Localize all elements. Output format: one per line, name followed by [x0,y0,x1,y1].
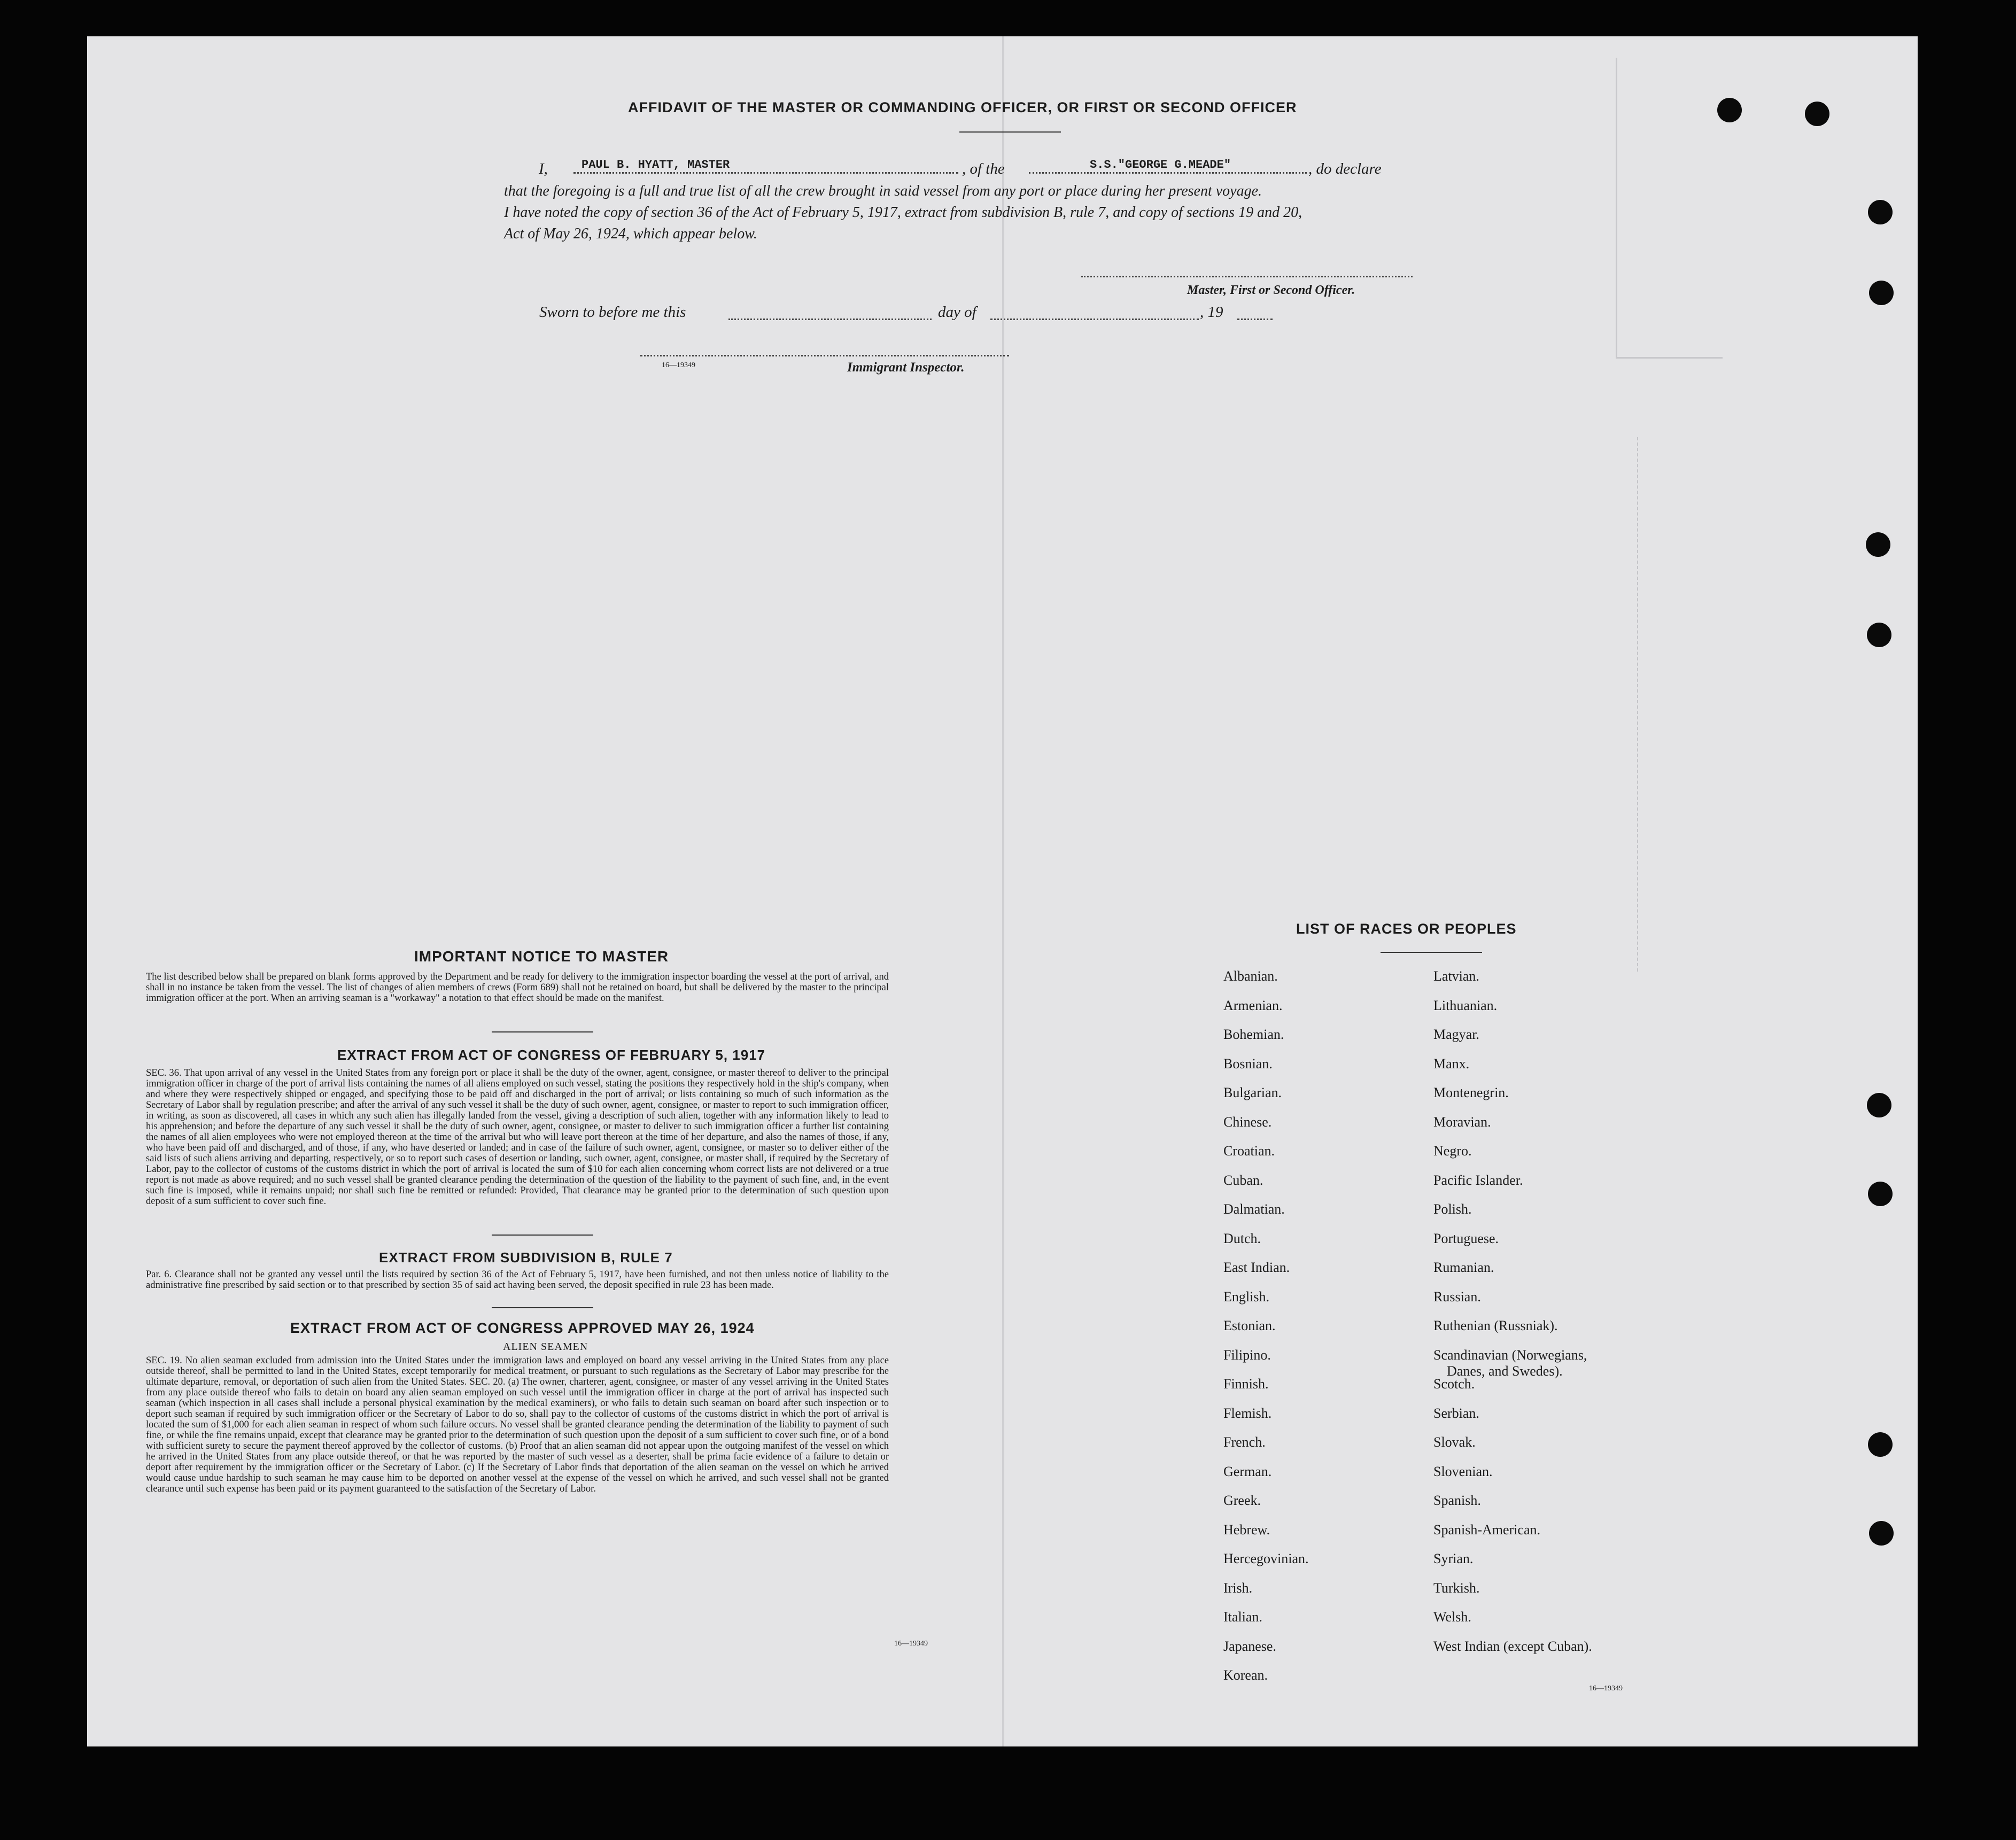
notice-title: IMPORTANT NOTICE TO MASTER [414,948,669,965]
master-name: PAUL B. HYATT, MASTER [581,158,730,172]
race-item: Serbian. [1433,1405,1479,1421]
punch-hole [1868,1182,1893,1206]
race-item: Slovak. [1433,1434,1476,1450]
vessel-name: S.S."GEORGE G.MEADE" [1090,158,1231,172]
race-item: Cuban. [1223,1172,1263,1188]
bleed-through-line [1616,357,1723,359]
race-item: Rumanian. [1433,1260,1494,1275]
year: , 19 [1200,304,1223,321]
master-signature-label: Master, First or Second Officer. [1187,283,1355,297]
year-line [1237,319,1273,320]
punch-hole [1869,1521,1894,1546]
punch-hole [1869,281,1894,305]
race-item: Lithuanian. [1433,997,1498,1013]
race-item: Bulgarian. [1223,1085,1282,1100]
race-item: Greek. [1223,1493,1261,1508]
race-item: Irish. [1223,1580,1253,1596]
punch-hole [1868,1432,1893,1457]
punch-hole [1867,1093,1891,1117]
affidavit-line-4: Act of May 26, 1924, which appear below. [504,226,757,242]
title-rule [959,131,1061,133]
race-item: Magyar. [1433,1027,1479,1042]
race-item: West Indian (except Cuban). [1433,1638,1592,1654]
notice-rule [492,1031,593,1032]
races-title: LIST OF RACES OR PEOPLES [1296,921,1517,937]
race-item: Hercegovinian. [1223,1551,1309,1566]
race-item: Dutch. [1223,1230,1261,1246]
name-line [573,172,958,174]
extract-1917-rule [492,1235,593,1236]
subdivision-text: Par. 6. Clearance shall not be granted any vessel until the lists required by section 36 of the Act of February 5, 1917, have been furnished, and not then unless notice of liability to the administrative fine prescribed by said section or to that prescribed by section 35 of said act having been served, the deposit specified in rule 23 has been made. [146,1269,889,1291]
race-item: Polish. [1433,1201,1472,1217]
day-of: day of [938,304,976,321]
race-item: Japanese. [1223,1638,1276,1654]
sworn-before: Sworn to before me this [539,304,686,321]
race-item: Spanish. [1433,1493,1481,1508]
race-item: Pacific Islander. [1433,1172,1523,1188]
race-item: Filipino. [1223,1347,1271,1363]
race-item: Negro. [1433,1143,1472,1159]
do-declare: , do declare [1308,160,1382,177]
bleed-through-text [1637,437,1852,972]
race-item: Moravian. [1433,1114,1491,1130]
race-item: Hebrew. [1223,1521,1270,1538]
affidavit-line-3: I have noted the copy of section 36 of the Act of February 5, 1917, extract from subdivision B, rule 7, and copy of sections 19 and 20, [504,204,1302,221]
race-item: German. [1223,1463,1272,1479]
race-item: Estonian. [1223,1318,1276,1333]
race-item: Latvian. [1433,968,1479,984]
race-item: Italian. [1223,1609,1262,1625]
race-item: French. [1223,1434,1266,1450]
race-item: English. [1223,1288,1269,1305]
subdivision-title: EXTRACT FROM SUBDIVISION B, RULE 7 [379,1249,673,1266]
punch-hole [1717,98,1742,122]
affidavit-i: I, [539,160,548,177]
extract-1924-subtitle: ALIEN SEAMEN [503,1341,588,1353]
extract-1917-text: SEC. 36. That upon arrival of any vessel in the United States from any foreign port or place it shall be the duty of the owner, agent, consignee, or master thereof to deliver to the principal immigration officer in charge of the port of arrival lists containing the names of all aliens employed on such vessel, stating the positions they respectively hold in the ship's company, when and where they were respectively shipped or engaged, and specifying those to be paid off and discharged in the port of arrival; or lists containing so much of such information as the Secretary of Labor shall by regulation prescribe; and after the arrival of any such vessel it shall be the duty of such owner, agent, consignee, or master to report to such immigration officer, in writing, as soon as discovered, all cases in which any such alien has illegally landed from the vessel, giving a description of such alien, together with any information likely to lead to his apprehension; and before the departure of any such vessel it shall be the duty of such owner, agent, consignee, or master to deliver to such immigration officer a further list containing the names of all alien employees who were not employed thereon at the time of the arrival but who will leave port thereon at the time of her departure, and also the names of those, if any, who have been paid off and discharged, and of those, if any, who have deserted or landed; and in case of the failure of such owner, agent, consignee, or master so to deliver either of the said lists of such aliens arriving and departing, respectively, or so to report such cases of desertion or landing, such owner, agent, consignee, or master shall, if required by the Secretary of Labor, pay to the collector of customs of the customs district in which the port of arrival is located the sum of $10 for each alien concerning whom correct lists are not delivered or a true report is not made as above required; and no such vessel shall be granted clearance pending the determination of the question of the liability to the payment of such fine, and, in the event such fine is imposed, while it remains unpaid; nor shall such fine be remitted or refunded: Provided, That clearance may be granted prior to the determination of such question upon deposit of a sum sufficient to cover such fine. [146,1068,889,1207]
race-item: Chinese. [1223,1114,1272,1130]
race-item: Albanian. [1223,968,1278,984]
race-item: Russian. [1433,1288,1481,1305]
affidavit-line-2: that the foregoing is a full and true list of all the crew brought in said vessel from any port or place during her present voyage. [504,183,1262,199]
race-item: Danes, and Swedes). [1447,1363,1563,1379]
races-form-number: 16—19349 [1589,1684,1623,1693]
punch-hole [1866,532,1890,557]
race-item: Flemish. [1223,1405,1272,1421]
master-signature-line [1081,276,1413,277]
sworn-month-line [990,319,1199,320]
race-item: Turkish. [1433,1580,1480,1596]
race-item: Montenegrin. [1433,1085,1509,1100]
extract-1924-form-number: 16—19349 [894,1640,928,1648]
race-item: Spanish-American. [1433,1521,1541,1538]
affidavit-title: AFFIDAVIT OF THE MASTER OR COMMANDING OFFICER, OR FIRST OR SECOND OFFICER [628,99,1297,115]
sworn-day-line [728,319,932,320]
race-item: Manx. [1433,1055,1470,1072]
extract-1924-title: EXTRACT FROM ACT OF CONGRESS APPROVED MAY 26, 1924 [290,1320,755,1336]
form-number: 16—19349 [662,361,695,369]
inspector-label: Immigrant Inspector. [847,360,965,375]
races-rule [1381,952,1482,953]
race-item: Syrian. [1433,1551,1474,1566]
race-item: Croatian. [1223,1143,1275,1159]
notice-text: The list described below shall be prepared on blank forms approved by the Department and be ready for delivery to the immigration inspector boarding the vessel at the port of arrival, and shall in no instance be taken from the vessel. The list of changes of alien members of crews (Form 689) shall not be retained on board, but shall be delivered by the master to the principal immigration officer at the port. When an arriving seaman is a "workaway" a notation to that effect should be made on the manifest. [146,972,889,1004]
race-item: Ruthenian (Russniak). [1433,1318,1558,1333]
race-item: Armenian. [1223,997,1283,1013]
page-fold [1002,36,1004,1746]
vessel-line [1029,172,1307,174]
race-item: Finnish. [1223,1376,1269,1392]
punch-hole [1867,623,1891,647]
punch-hole [1868,200,1893,224]
extract-1917-title: EXTRACT FROM ACT OF CONGRESS OF FEBRUARY 5, 1917 [337,1047,766,1063]
race-item: Slovenian. [1433,1463,1493,1479]
race-item: Portuguese. [1433,1230,1499,1246]
of-the: , of the [962,160,1005,177]
race-item: Bosnian. [1223,1055,1273,1072]
race-item: Scandinavian (Norwegians, [1433,1347,1587,1363]
punch-hole [1805,102,1829,126]
bleed-through-box [1616,58,1618,357]
race-item: Dalmatian. [1223,1201,1285,1217]
race-item: Welsh. [1433,1609,1471,1625]
race-item: Scotch. [1433,1376,1475,1392]
subdivision-rule [492,1307,593,1308]
race-item: Bohemian. [1223,1027,1284,1042]
race-item: East Indian. [1223,1260,1290,1275]
race-item: Korean. [1223,1667,1268,1683]
inspector-signature-line [640,355,1009,356]
extract-1924-text: SEC. 19. No alien seaman excluded from admission into the United States under the immigration laws and employed on board any vessel arriving in the United States from any place outside thereof, shall be permitted to land in the United States, except temporarily for medical treatment, or pursuant to such regulations as the Secretary of Labor may prescribe for the ultimate departure, removal, or deportation of such alien from the United States. SEC. 20. (a) The owner, charterer, agent, consignee, or master of any vessel arriving in the United States from any place outside thereof who fails to detain on board any alien seaman employed on such vessel until the immigration officer in charge at the port of arrival has inspected such seaman (which inspection in all cases shall include a personal physical examination by the medical examiners), or who fails to detain such seaman on board after such inspection or to deport such seaman if required by such immigration officer or the Secretary of Labor to do so, shall pay to the collector of customs of the customs district in which the port of arrival is located the sum of $1,000 for each alien seaman in respect of whom such failure occurs. No vessel shall be granted clearance pending the determination of the liability to payment of such fine, or while the fine remains unpaid, except that clearance may be granted prior to the determination of such question upon the deposit of a sum sufficient to cover such fine, or of a bond with sufficient surety to secure the payment thereof approved by the collector of customs. (b) Proof that an alien seaman did not appear upon the outgoing manifest of the vessel on which he arrived in the United States from any place outside thereof, or that he was reported by the master of such vessel as a deserter, shall be prima facie evidence of a failure to detain or deport after requirement by the immigration officer or the Secretary of Labor. (c) If the Secretary of Labor finds that deportation of the alien seaman on the vessel on which he arrived would cause undue hardship to such seaman he may cause him to be deported on another vessel at the expense of the vessel on which he arrived, and such vessel shall not be granted clearance until such expense has been paid or its payment guaranteed to the satisfaction of the Secretary of Labor. [146,1355,889,1494]
document-sheet [87,36,1918,1746]
